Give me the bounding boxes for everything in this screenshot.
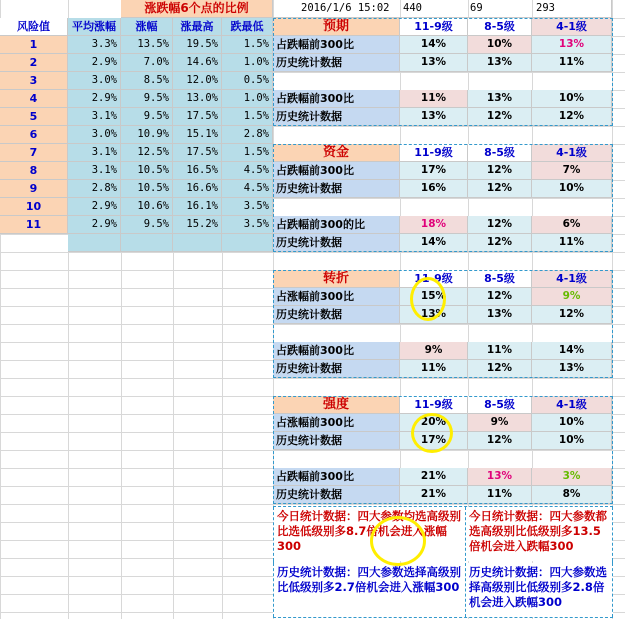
risk-level-cell[interactable]: 11 xyxy=(0,216,68,234)
group-value-cell[interactable]: 11% xyxy=(532,234,612,252)
group-value-cell[interactable]: 20% xyxy=(400,414,468,432)
left-table-cell[interactable]: 16.5% xyxy=(173,162,222,180)
group-value-cell[interactable]: 9% xyxy=(468,414,532,432)
group-value-cell[interactable]: 13% xyxy=(532,360,612,378)
group-row-label[interactable]: 历史统计数据 xyxy=(273,432,400,450)
top-datetime[interactable]: 2016/1/6 15:02 xyxy=(273,0,403,18)
group-value-cell[interactable]: 12% xyxy=(468,360,532,378)
left-table-blank-cell[interactable] xyxy=(121,234,173,252)
top-title[interactable]: 涨跌幅6个点的比例 xyxy=(121,0,273,18)
group-value-cell[interactable]: 15% xyxy=(400,288,468,306)
risk-level-cell[interactable]: 1 xyxy=(0,36,68,54)
left-table-cell[interactable]: 8.5% xyxy=(121,72,173,90)
group-value-cell[interactable]: 14% xyxy=(400,234,468,252)
left-table-cell[interactable]: 10.6% xyxy=(121,198,173,216)
group-value-cell[interactable]: 11% xyxy=(532,54,612,72)
group-col-header[interactable]: 4-1级 xyxy=(532,144,612,162)
group-col-header[interactable]: 8-5级 xyxy=(468,396,532,414)
left-table-cell[interactable]: 10.9% xyxy=(121,126,173,144)
note-today-left[interactable]: 今日统计数据：四大参数均选高级别比选低级别多8.7倍机会进入涨幅300 xyxy=(273,507,465,561)
left-table-cell[interactable]: 0.5% xyxy=(222,72,273,90)
group-value-cell[interactable]: 10% xyxy=(532,432,612,450)
group-value-cell[interactable]: 11% xyxy=(468,486,532,504)
left-table-cell[interactable]: 3.5% xyxy=(222,216,273,234)
left-table-cell[interactable]: 2.9% xyxy=(68,90,121,108)
grid-hline xyxy=(0,252,625,253)
grid-hline xyxy=(0,504,625,505)
left-table-cell[interactable]: 3.1% xyxy=(68,108,121,126)
group-row-label[interactable]: 历史统计数据 xyxy=(273,180,400,198)
group-value-cell[interactable]: 12% xyxy=(468,108,532,126)
left-table-cell[interactable]: 2.9% xyxy=(68,198,121,216)
grid-hline xyxy=(0,324,625,325)
group-row-label[interactable]: 历史统计数据 xyxy=(273,108,400,126)
group-col-header[interactable]: 4-1级 xyxy=(532,396,612,414)
top-value-3[interactable]: 293 xyxy=(532,0,612,18)
group-col-header[interactable]: 11-9级 xyxy=(400,270,468,288)
left-table-cell[interactable]: 10.5% xyxy=(121,162,173,180)
group-row-label[interactable]: 历史统计数据 xyxy=(273,234,400,252)
group-value-cell[interactable]: 11% xyxy=(468,342,532,360)
left-table-cell[interactable]: 2.9% xyxy=(68,54,121,72)
group-value-cell[interactable]: 11% xyxy=(400,90,468,108)
group-value-cell[interactable]: 9% xyxy=(400,342,468,360)
risk-level-cell[interactable]: 6 xyxy=(0,126,68,144)
left-table-cell[interactable]: 4.5% xyxy=(222,162,273,180)
group-value-cell[interactable]: 13% xyxy=(532,36,612,54)
left-table-cell[interactable]: 2.8% xyxy=(222,126,273,144)
left-header-1[interactable]: 平均涨幅 xyxy=(68,18,121,36)
group-value-cell[interactable]: 14% xyxy=(400,36,468,54)
left-table-blank-cell[interactable] xyxy=(173,234,222,252)
group-row-label[interactable]: 历史统计数据 xyxy=(273,486,400,504)
group-value-cell[interactable]: 12% xyxy=(532,108,612,126)
group-value-cell[interactable]: 13% xyxy=(400,108,468,126)
group-row-label[interactable]: 占涨幅前300比 xyxy=(273,288,400,306)
left-header-2[interactable]: 涨幅 xyxy=(121,18,173,36)
group-col-header[interactable]: 8-5级 xyxy=(468,270,532,288)
grid-hline xyxy=(0,450,625,451)
group-col-header[interactable]: 11-9级 xyxy=(400,18,468,36)
group-value-cell[interactable]: 9% xyxy=(532,288,612,306)
group-value-cell[interactable]: 14% xyxy=(532,342,612,360)
group-row-label[interactable]: 历史统计数据 xyxy=(273,54,400,72)
group-col-header[interactable]: 4-1级 xyxy=(532,270,612,288)
left-table-cell[interactable]: 7.0% xyxy=(121,54,173,72)
left-table-cell[interactable]: 3.1% xyxy=(68,144,121,162)
group-col-header[interactable]: 4-1级 xyxy=(532,18,612,36)
risk-level-cell[interactable]: 5 xyxy=(0,108,68,126)
left-table-cell[interactable]: 3.3% xyxy=(68,36,121,54)
group-row-label[interactable]: 历史统计数据 xyxy=(273,360,400,378)
left-table-cell[interactable]: 17.5% xyxy=(173,144,222,162)
left-table-cell[interactable]: 2.9% xyxy=(68,216,121,234)
left-header-0[interactable]: 风险值 xyxy=(0,18,68,36)
group-title[interactable]: 资金 xyxy=(273,144,400,162)
risk-level-cell[interactable]: 8 xyxy=(0,162,68,180)
group-value-cell[interactable]: 21% xyxy=(400,486,468,504)
group-col-header[interactable]: 8-5级 xyxy=(468,144,532,162)
left-table-cell[interactable]: 15.2% xyxy=(173,216,222,234)
group-value-cell[interactable]: 17% xyxy=(400,162,468,180)
group-value-cell[interactable]: 10% xyxy=(532,180,612,198)
top-value-1[interactable]: 440 xyxy=(400,0,468,18)
note-today-right[interactable]: 今日统计数据：四大参数都选高级别比低级别多13.5倍机会进入跌幅300 xyxy=(465,507,613,561)
group-value-cell[interactable]: 12% xyxy=(468,234,532,252)
left-table-cell[interactable]: 9.5% xyxy=(121,216,173,234)
left-table-cell[interactable]: 12.0% xyxy=(173,72,222,90)
left-table-cell[interactable]: 10.5% xyxy=(121,180,173,198)
group-value-cell[interactable]: 10% xyxy=(532,90,612,108)
left-table-cell[interactable]: 16.6% xyxy=(173,180,222,198)
group-row-label[interactable]: 占跌幅前300比 xyxy=(273,90,400,108)
group-value-cell[interactable]: 11% xyxy=(400,360,468,378)
group-row-label[interactable]: 占跌幅前300比 xyxy=(273,36,400,54)
left-table-cell[interactable]: 1.5% xyxy=(222,108,273,126)
group-row-label[interactable]: 占跌幅前300比 xyxy=(273,468,400,486)
risk-level-cell[interactable]: 9 xyxy=(0,180,68,198)
group-value-cell[interactable]: 21% xyxy=(400,468,468,486)
group-row-label[interactable]: 占涨幅前300比 xyxy=(273,414,400,432)
left-table-cell[interactable]: 3.0% xyxy=(68,126,121,144)
group-value-cell[interactable]: 12% xyxy=(468,162,532,180)
group-row-label[interactable]: 历史统计数据 xyxy=(273,306,400,324)
group-value-cell[interactable]: 10% xyxy=(468,36,532,54)
group-value-cell[interactable]: 12% xyxy=(468,432,532,450)
risk-level-cell[interactable]: 2 xyxy=(0,54,68,72)
left-table-cell[interactable]: 9.5% xyxy=(121,90,173,108)
group-row-label[interactable]: 占跌幅前300比 xyxy=(273,342,400,360)
left-table-blank-cell[interactable] xyxy=(222,234,273,252)
left-header-4[interactable]: 跌最低 xyxy=(222,18,273,36)
group-col-header[interactable]: 11-9级 xyxy=(400,144,468,162)
left-table-cell[interactable]: 1.5% xyxy=(222,144,273,162)
left-table-cell[interactable]: 9.5% xyxy=(121,108,173,126)
group-value-cell[interactable]: 12% xyxy=(468,180,532,198)
group-value-cell[interactable]: 8% xyxy=(532,486,612,504)
group-value-cell[interactable]: 13% xyxy=(400,54,468,72)
group-value-cell[interactable]: 10% xyxy=(532,414,612,432)
group-value-cell[interactable]: 12% xyxy=(468,288,532,306)
group-title[interactable]: 预期 xyxy=(273,18,400,36)
group-value-cell[interactable]: 17% xyxy=(400,432,468,450)
risk-level-cell[interactable]: 7 xyxy=(0,144,68,162)
group-value-cell[interactable]: 12% xyxy=(468,216,532,234)
note-hist-right[interactable]: 历史统计数据：四大参数选择高级别比低级别多2.8倍机会进入跌幅300 xyxy=(465,563,613,617)
left-table-cell[interactable]: 19.5% xyxy=(173,36,222,54)
group-value-cell[interactable]: 3% xyxy=(532,468,612,486)
left-table-cell[interactable]: 3.5% xyxy=(222,198,273,216)
risk-level-cell[interactable]: 10 xyxy=(0,198,68,216)
risk-level-cell[interactable]: 4 xyxy=(0,90,68,108)
left-table-cell[interactable]: 1.5% xyxy=(222,36,273,54)
group-value-cell[interactable]: 16% xyxy=(400,180,468,198)
left-header-3[interactable]: 涨最高 xyxy=(173,18,222,36)
group-value-cell[interactable]: 12% xyxy=(532,306,612,324)
grid-hline xyxy=(0,378,625,379)
note-hist-left[interactable]: 历史统计数据：四大参数选择高级别比低级别多2.7倍机会进入涨幅300 xyxy=(273,563,465,617)
left-table-cell[interactable]: 15.1% xyxy=(173,126,222,144)
left-table-cell[interactable]: 13.5% xyxy=(121,36,173,54)
left-table-cell[interactable]: 14.6% xyxy=(173,54,222,72)
left-table-cell[interactable]: 3.1% xyxy=(68,162,121,180)
group-row-label[interactable]: 占跌幅前300比 xyxy=(273,162,400,180)
group-value-cell[interactable]: 7% xyxy=(532,162,612,180)
left-table-cell[interactable]: 1.0% xyxy=(222,90,273,108)
group-title[interactable]: 转折 xyxy=(273,270,400,288)
left-table-cell[interactable]: 12.5% xyxy=(121,144,173,162)
risk-level-cell[interactable]: 3 xyxy=(0,72,68,90)
left-table-cell[interactable]: 4.5% xyxy=(222,180,273,198)
group-value-cell[interactable]: 13% xyxy=(468,54,532,72)
group-value-cell[interactable]: 13% xyxy=(468,306,532,324)
left-table-cell[interactable]: 17.5% xyxy=(173,108,222,126)
left-table-cell[interactable]: 3.0% xyxy=(68,72,121,90)
left-table-cell[interactable]: 2.8% xyxy=(68,180,121,198)
left-table-cell[interactable]: 16.1% xyxy=(173,198,222,216)
group-value-cell[interactable]: 6% xyxy=(532,216,612,234)
group-value-cell[interactable]: 13% xyxy=(468,90,532,108)
group-row-label[interactable]: 占跌幅前300的比 xyxy=(273,216,400,234)
group-col-header[interactable]: 8-5级 xyxy=(468,18,532,36)
group-title[interactable]: 强度 xyxy=(273,396,400,414)
left-table-cell[interactable]: 1.0% xyxy=(222,54,273,72)
group-col-header[interactable]: 11-9级 xyxy=(400,396,468,414)
group-value-cell[interactable]: 18% xyxy=(400,216,468,234)
left-table-blank-cell[interactable] xyxy=(68,234,121,252)
top-value-2[interactable]: 69 xyxy=(468,0,532,18)
group-value-cell[interactable]: 13% xyxy=(400,306,468,324)
left-table-cell[interactable]: 13.0% xyxy=(173,90,222,108)
group-value-cell[interactable]: 13% xyxy=(468,468,532,486)
